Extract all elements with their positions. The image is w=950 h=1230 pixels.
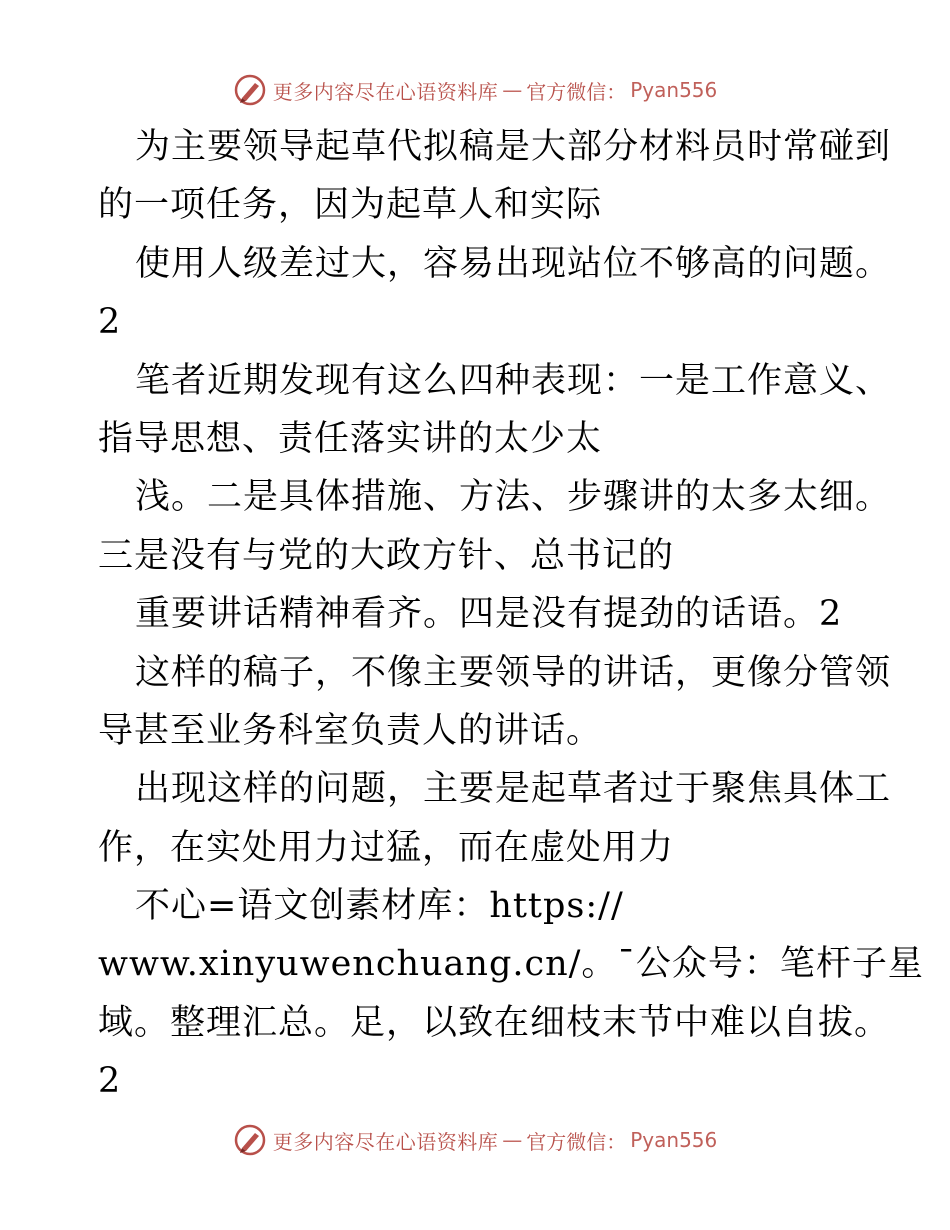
pen-circle-logo-icon (233, 1123, 267, 1157)
header-banner (0, 68, 950, 112)
footer-banner (0, 1118, 950, 1162)
text-line: 浅。二是具体措施、方法、步骤讲的太多太细。 (135, 477, 892, 518)
text-line: 出现这样的问题，主要是起草者过于聚焦具体工 (135, 769, 892, 810)
banner-dash: — (502, 1128, 523, 1152)
text-line: 为主要领导起草代拟稿是大部分材料员时常碰到 (135, 127, 892, 167)
banner-main-text: 更多内容尽在心语资料库 (272, 1129, 499, 1154)
text-line: 笔者近期发现有这么四种表现：一是工作意义、 (135, 360, 892, 401)
text-line: www.xinyuwenchuang.cn/。¯公众号：笔杆子星 (98, 944, 924, 985)
text-line: 2 (98, 1061, 122, 1102)
text-line: 三是没有与党的大政方针、总书记的 (98, 535, 675, 576)
banner-official-label: 官方微信： (526, 79, 627, 104)
document-body (98, 118, 924, 1111)
text-line: 使用人级差过大，容易出现站位不够高的问题。 (135, 243, 892, 284)
pen-circle-logo-icon (233, 73, 267, 107)
banner-wechat-id: Pyan556 (630, 1128, 718, 1152)
text-line: 域。整理汇总。足，以致在细枝末节中难以自拔。 (98, 1002, 891, 1043)
text-line: 重要讲话精神看齐。四是没有提劲的话语。2 (135, 594, 843, 635)
banner-official-label: 官方微信： (526, 1129, 627, 1154)
text-line: 不心=语文创素材库：https:// (135, 886, 624, 927)
text-line: 的一项任务，因为起草人和实际 (98, 185, 603, 226)
text-line: 导甚至业务科室负责人的讲话。 (98, 710, 603, 751)
text-line: 作，在实处用力过猛，而在虚处用力 (98, 827, 675, 868)
banner-wechat-id: Pyan556 (630, 78, 718, 102)
text-line: 这样的稿子，不像主要领导的讲话，更像分管领 (135, 652, 892, 693)
banner-dash: — (502, 78, 523, 102)
banner-main-text: 更多内容尽在心语资料库 (272, 79, 499, 104)
text-line: 指导思想、责任落实讲的太少太 (98, 418, 603, 459)
text-line: 2 (98, 302, 122, 343)
